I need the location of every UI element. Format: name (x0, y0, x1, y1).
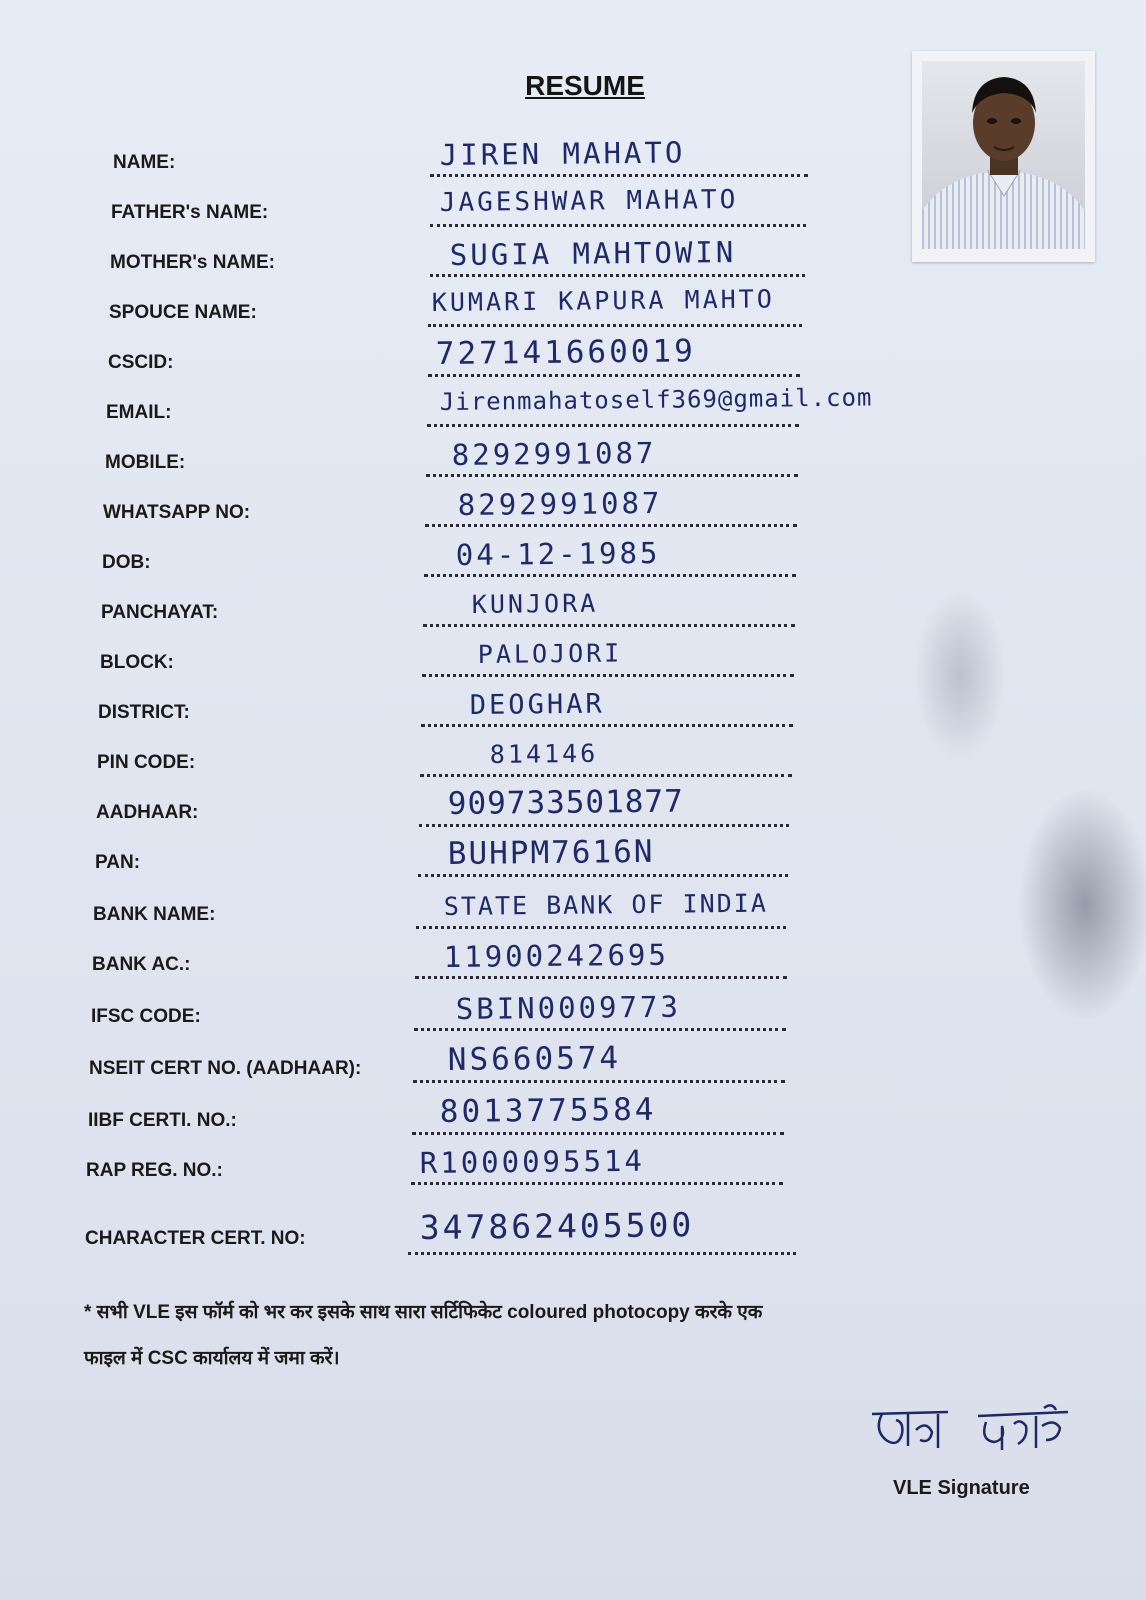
field-label: CSCID: (108, 352, 174, 373)
field-label: RAP REG. NO.: (86, 1160, 223, 1181)
dotted-line (414, 1028, 786, 1031)
handwritten-value: 727141660019 (435, 333, 696, 372)
field-row-mother (0, 235, 1146, 284)
field-row-nseit (0, 1040, 1146, 1090)
page-title: RESUME (525, 70, 645, 101)
field-label: DOB: (102, 552, 151, 573)
field-row-iibf (0, 1091, 1146, 1142)
vle-signature-image (868, 1400, 1088, 1460)
field-label: BANK AC.: (92, 954, 191, 975)
field-label: EMAIL: (106, 402, 172, 423)
field-row-pin (0, 738, 1146, 784)
handwritten-value: DEOGHAR (469, 688, 605, 721)
field-row-pan (0, 833, 1146, 884)
dotted-line (423, 624, 795, 627)
handwritten-value: 11900242695 (443, 937, 670, 974)
field-label: PAN: (95, 852, 141, 873)
dotted-line (426, 474, 798, 477)
dotted-line (408, 1252, 796, 1255)
field-label: SPOUCE NAME: (109, 302, 257, 323)
dotted-line (428, 374, 800, 377)
handwritten-value: SBIN0009773 (455, 989, 682, 1026)
dotted-line (413, 1080, 785, 1083)
handwritten-value: JAGESHWAR MAHATO (439, 184, 739, 218)
handwritten-value: KUNJORA (471, 588, 599, 619)
handwritten-value: 814146 (489, 738, 599, 769)
dotted-line (428, 324, 802, 327)
handwritten-value: 8292991087 (457, 485, 663, 522)
dotted-line (425, 524, 797, 527)
field-row-district (0, 688, 1146, 734)
field-label: BLOCK: (100, 652, 174, 673)
note-line-2: फाइल में CSC कार्यालय में जमा करें। (84, 1348, 340, 1369)
field-label: NSEIT CERT NO. (AADHAAR): (89, 1058, 362, 1079)
dotted-line (427, 424, 799, 427)
dotted-line (430, 224, 806, 227)
handwritten-value: JIREN MAHATO (439, 135, 686, 172)
field-row-panchayat (0, 588, 1146, 634)
field-label: PANCHAYAT: (101, 602, 219, 623)
field-label: CHARACTER CERT. NO: (85, 1228, 306, 1249)
field-label: PIN CODE: (97, 752, 196, 773)
handwritten-value: R1000095514 (419, 1143, 646, 1180)
handwritten-value: 8292991087 (451, 435, 657, 472)
signature-label: VLE Signature (893, 1477, 1030, 1499)
dotted-line (412, 1132, 784, 1135)
field-row-rap (0, 1143, 1146, 1192)
dotted-line (418, 874, 788, 877)
field-row-ifsc (0, 989, 1146, 1038)
instruction-note (84, 1290, 984, 1382)
handwritten-value: 04-12-1985 (455, 535, 661, 572)
dotted-line (422, 674, 794, 677)
field-label: IIBF CERTI. NO.: (88, 1110, 237, 1131)
field-row-dob (0, 535, 1146, 584)
handwritten-value: 8013775584 (439, 1091, 657, 1130)
field-row-name (0, 135, 1146, 184)
field-label: IFSC CODE: (91, 1006, 201, 1027)
field-row-father (0, 184, 1146, 234)
handwritten-value: PALOJORI (477, 638, 623, 669)
dotted-line (424, 574, 796, 577)
dotted-line (430, 274, 805, 277)
handwritten-value: STATE BANK OF INDIA (443, 888, 768, 921)
field-label: FATHER's NAME: (111, 202, 269, 223)
field-label: MOBILE: (105, 452, 186, 473)
dotted-line (430, 174, 808, 177)
field-row-mobile (0, 435, 1146, 484)
field-row-cscid (0, 333, 1146, 384)
field-row-bank-name (0, 888, 1146, 936)
field-label: NAME: (113, 152, 176, 173)
handwritten-value: 909733501877 (447, 783, 684, 822)
dotted-line (419, 824, 789, 827)
field-label: AADHAAR: (96, 802, 199, 823)
handwritten-value: NS660574 (447, 1040, 622, 1078)
field-row-email (0, 383, 1146, 434)
dotted-line (416, 926, 786, 929)
handwritten-value: BUHPM7616N (447, 833, 655, 872)
field-label: WHATSAPP NO: (103, 502, 251, 523)
field-row-whatsapp (0, 485, 1146, 534)
field-row-character (0, 1205, 1146, 1260)
handwritten-value: SUGIA MAHTOWIN (449, 235, 737, 272)
dotted-line (411, 1182, 783, 1185)
handwritten-value: KUMARI KAPURA MAHTO (431, 284, 775, 317)
note-line-1: * सभी VLE इस फॉर्म को भर कर इसके साथ सारा सर्टिफिकेट coloured photocopy करके एक (84, 1302, 763, 1323)
field-row-spouse (0, 284, 1146, 334)
handwritten-value: 347862405500 (419, 1205, 695, 1247)
dotted-line (421, 724, 793, 727)
field-row-aadhaar (0, 783, 1146, 834)
field-row-block (0, 638, 1146, 684)
dotted-line (415, 976, 787, 979)
field-label: DISTRICT: (98, 702, 190, 723)
field-label: MOTHER's NAME: (110, 252, 275, 273)
field-row-bank-ac (0, 937, 1146, 986)
dotted-line (420, 774, 792, 777)
field-label: BANK NAME: (93, 904, 216, 925)
handwritten-value: Jirenmahatoself369@gmail.com (439, 383, 873, 416)
